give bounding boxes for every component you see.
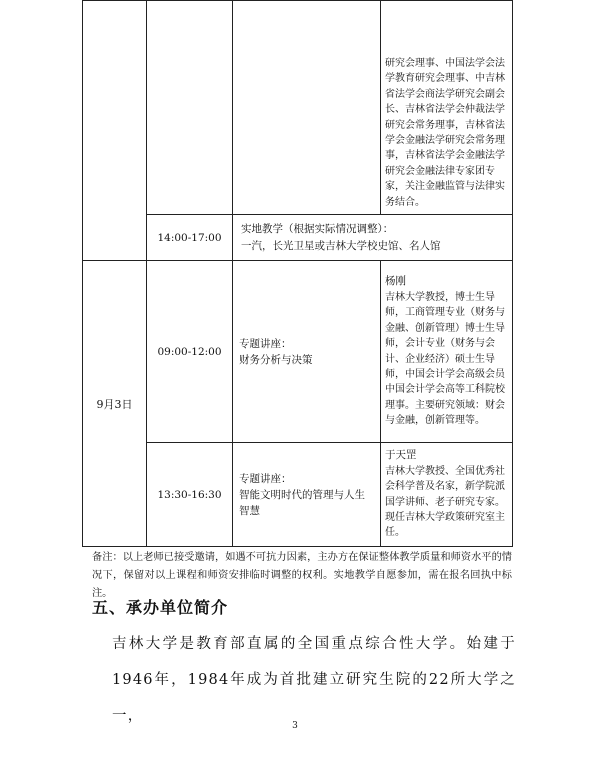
speaker-bio-text: 研究会理事、中国法学会法学教育研究会理事、中吉林省法学会商法学研究会副会长、吉林省法学会仲裁法学研究会常务理事，吉林省法学会金融法学研究会常务理事，吉林省法学会金融法学研究会金融法律专家团专家，关注金融监管与法律实务结合。 bbox=[385, 57, 505, 208]
speaker-name: 于天罡 bbox=[385, 449, 417, 462]
date-cell: 9月3日 bbox=[83, 261, 147, 547]
speaker-bio-cell bbox=[381, 1, 513, 215]
field-visit-title: 实地教学（根据实际情况调整）： bbox=[241, 222, 394, 235]
schedule-table bbox=[82, 0, 513, 547]
section-heading: 五、承办单位简介 bbox=[92, 598, 229, 617]
field-visit-places: 一汽，长光卫星或吉林大学校史馆、名人馆 bbox=[241, 239, 441, 252]
time-cell: 09:00-12:00 bbox=[147, 261, 233, 443]
lecture-topic: 智能文明时代的管理与人生智慧 bbox=[239, 488, 365, 517]
lecture-topic: 财务分析与决策 bbox=[239, 353, 313, 366]
speaker-bio: 吉林大学教授、全国优秀社会科学普及名家，新学院派国学讲师、老子研究专家。现任吉林大学政策研究室主任。 bbox=[385, 465, 505, 539]
topic-cell-empty bbox=[233, 1, 381, 215]
lecture-type: 专题讲座： bbox=[239, 472, 292, 485]
speaker-cell bbox=[381, 443, 513, 547]
speaker-name: 杨刚 bbox=[385, 275, 406, 288]
speaker-cell bbox=[381, 261, 513, 443]
lecture-type: 专题讲座： bbox=[239, 337, 292, 350]
table-row bbox=[83, 215, 513, 261]
speaker-bio: 吉林大学教授，博士生导师，工商管理专业（财务与金融、创新管理）博士生导师，会计专业（财务与会计、企业经济）硕士生导师，中国会计学会高级会员中国会计学会高等工科院校理事。主要研究领域：财会与金融，创新管理等。 bbox=[385, 291, 505, 427]
topic-cell bbox=[233, 261, 381, 443]
page-number: 3 bbox=[292, 721, 298, 731]
table-row bbox=[83, 443, 513, 547]
time-cell: 13:30-16:30 bbox=[147, 443, 233, 547]
date-cell-empty bbox=[83, 1, 147, 261]
field-visit-cell bbox=[233, 215, 513, 261]
table-row bbox=[83, 1, 513, 215]
body-paragraph: 吉林大学是教育部直属的全国重点综合性大学。始建于1946年，1984年成为首批建立研究生院的22所大学之一， bbox=[112, 636, 516, 724]
schedule-note: 备注：以上老师已接受邀请，如遇不可抗力因素，主办方在保证整体教学质量和师资水平的情况下，保留对以上课程和师资安排临时调整的权利。实地教学自愿参加，需在报名回执中标注。 bbox=[92, 552, 512, 599]
time-cell-empty bbox=[147, 1, 233, 215]
time-cell: 14:00-17:00 bbox=[147, 215, 233, 261]
topic-cell bbox=[233, 443, 381, 547]
table-row bbox=[83, 261, 513, 443]
